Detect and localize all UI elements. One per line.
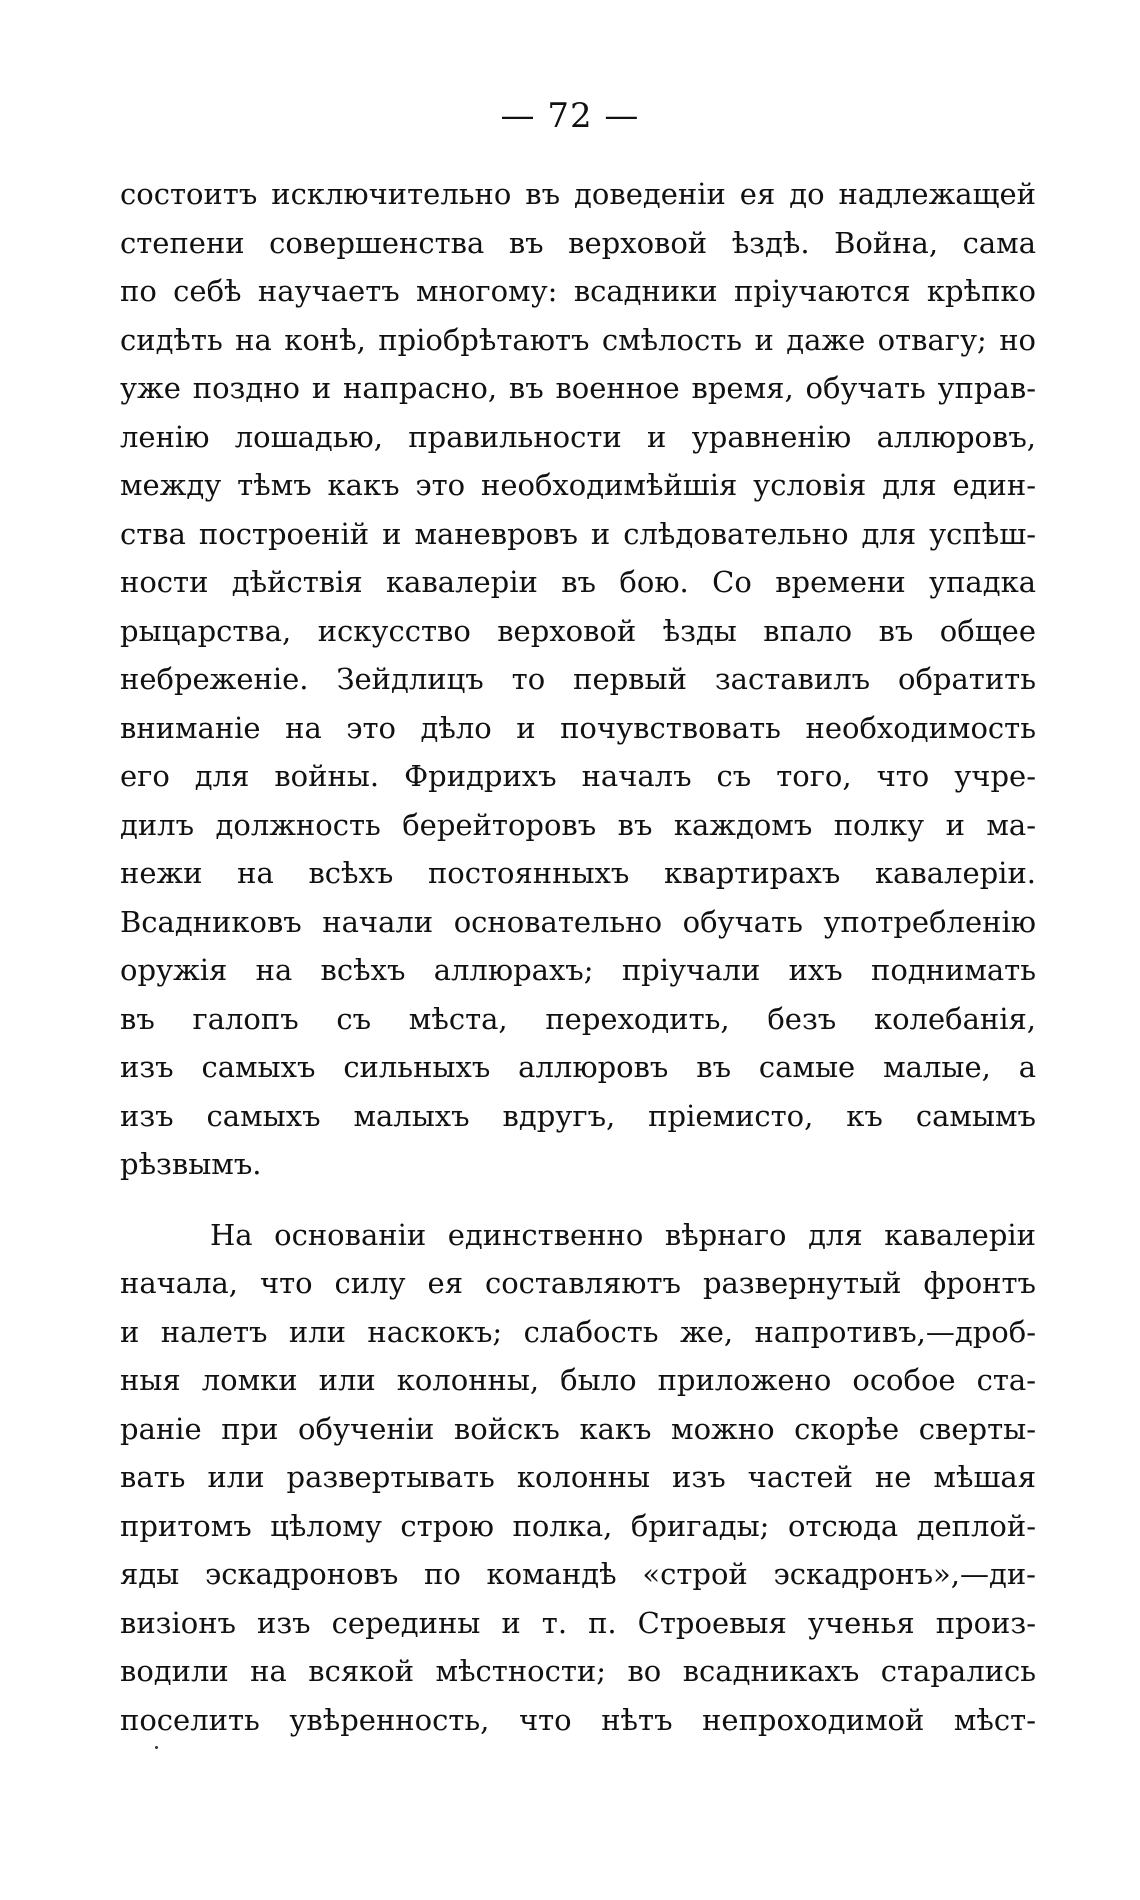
text-line: водили на всякой мѣстности; во всадникахъ старались (120, 1654, 1036, 1688)
text-line: уже поздно и напрасно, въ военное время, обучать управ- (120, 371, 1036, 405)
text-line: нежи на всѣхъ постоянныхъ квартирахъ кавалеріи. (120, 856, 1036, 890)
text-line: и налетъ или наскокъ; слабость же, напротивъ,—дроб- (120, 1314, 1036, 1349)
text-line: поселить увѣренность, что нѣтъ непроходимой мѣст- (120, 1702, 1036, 1737)
text-line: визіонъ изъ середины и т. п. Строевыя ученья произ- (120, 1605, 1036, 1640)
text-line: сидѣть на конѣ, пріобрѣтаютъ смѣлость и даже отвагу; но (120, 322, 1036, 357)
text-line: изъ самыхъ сильныхъ аллюровъ въ самые малые, а (120, 1050, 1036, 1084)
text-line: Всадниковъ начали основательно обучать употребленію (120, 904, 1036, 939)
text-line: вать или развертывать колонны изъ частей не мѣшая (120, 1460, 1036, 1494)
text-line: его для войны. Фридрихъ началъ съ того, что учре- (120, 759, 1036, 793)
body-text (120, 170, 1036, 1744)
text-line: между тѣмъ какъ это необходимѣйшія условія для един- (120, 468, 1036, 502)
text-line: ленію лошадью, правильности и уравненію аллюровъ, (120, 419, 1036, 454)
text-line: степени совершенства въ верховой ѣздѣ. Война, сама (120, 225, 1036, 260)
text-line: ныя ломки или колонны, было приложено особое ста- (120, 1363, 1036, 1397)
text-line: небреженіе. Зейдлицъ то первый заставилъ обратить (120, 662, 1036, 696)
text-line: притомъ цѣлому строю полка, бригады; отсюда деплой- (120, 1508, 1036, 1543)
text-line: На основаніи единственно вѣрнаго для кавалеріи (210, 1217, 1036, 1252)
text-line: состоитъ исключительно въ доведеніи ея до надлежащей (120, 177, 1036, 211)
text-line: яды эскадроновъ по командѣ «строй эскадронъ»,—ди- (120, 1557, 1036, 1591)
text-line: въ галопъ съ мѣста, переходить, безъ колебанія, (120, 1001, 1036, 1036)
text-line: раніе при обученіи войскъ какъ можно скорѣе сверты- (120, 1411, 1036, 1446)
print-speck (155, 1746, 158, 1749)
paragraph-gap (120, 1189, 1036, 1211)
text-line: изъ самыхъ малыхъ вдругъ, пріемисто, къ самымъ (120, 1098, 1036, 1133)
text-line: рѣзвымъ. (120, 1147, 262, 1181)
text-line: по себѣ научаетъ многому: всадники пріучаются крѣпко (120, 274, 1036, 308)
page-number: — 72 — (500, 96, 640, 136)
text-line: ности дѣйствія кавалеріи въ бою. Со времени упадка (120, 565, 1036, 599)
text-line: дилъ должность берейторовъ въ каждомъ полку и ма- (120, 807, 1036, 842)
text-line: оружія на всѣхъ аллюрахъ; пріучали ихъ поднимать (120, 953, 1036, 987)
paragraph-2 (120, 1211, 1036, 1745)
paragraph-1 (120, 170, 1036, 1189)
text-line: начала, что силу ея составляютъ развернутый фронтъ (120, 1266, 1036, 1300)
text-line: вниманіе на это дѣло и почувствовать необходимость (120, 710, 1036, 745)
text-line: рыцарства, искусство верховой ѣзды впало въ общее (120, 613, 1036, 648)
text-line: ства построеній и маневровъ и слѣдовательно для успѣш- (120, 516, 1036, 551)
